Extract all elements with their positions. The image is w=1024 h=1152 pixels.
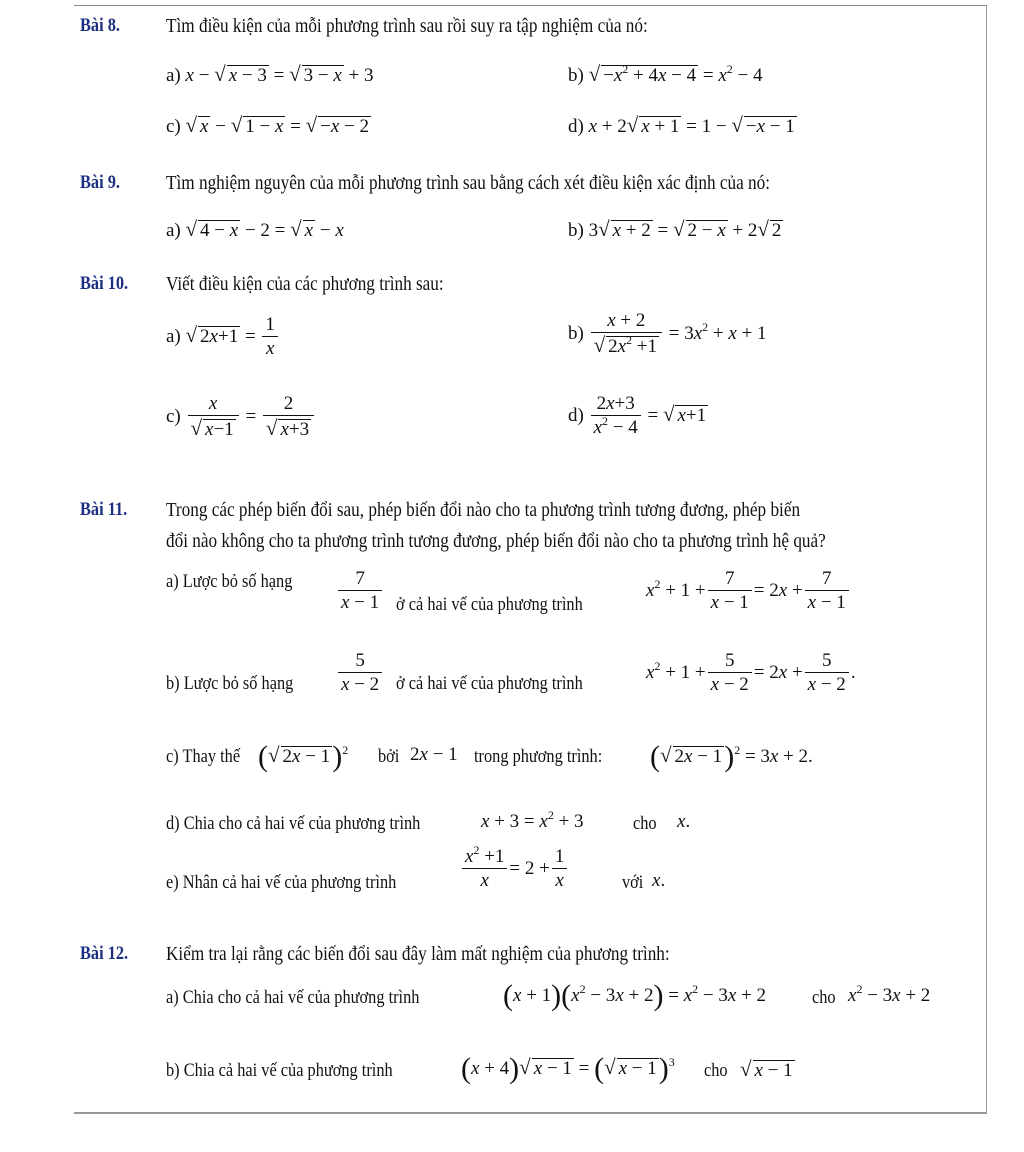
exercise-9-label: Bài 9. — [80, 172, 120, 193]
exercise-10-label: Bài 10. — [80, 273, 129, 294]
exercise-8d: d) x + 2√ x + 1 = 1 − √ −x − 1 — [568, 113, 795, 137]
exercise-11c-text: c) Thay thế — [166, 746, 241, 767]
exercise-11-title-line2: đổi nào không cho ta phương trình tương đương, phép biến đổi nào cho ta phương trình hệ quả? — [166, 530, 826, 552]
exercise-12-label: Bài 12. — [80, 943, 129, 964]
exercise-9b: b) 3√ x + 2 = √ 2 − x + 2√ 2 — [568, 217, 782, 241]
exercise-9a: a) √ 4 − x − 2 = √ x − x — [166, 217, 344, 241]
exercise-10b: b) $\frac{x + 2}{√ 2x^2 +1}$ = $3x^2 + x + 1$ — [568, 310, 767, 357]
exercise-12a-divisor: $x^2 - 3x + 2$ — [848, 982, 931, 1006]
exercise-10c: c) $\frac{x}{√ x-1}$ = $\frac{2}{√ x+3}$ — [166, 393, 316, 442]
exercise-12b-equation: (x + 4)√ x − 1 = (√ x − 1)$^3$ — [461, 1052, 675, 1085]
exercise-11e-end: với — [622, 872, 644, 893]
exercise-11e-var: x. — [652, 870, 666, 891]
exercise-11b-frac: $\frac{5}{x - 2}$ — [336, 650, 384, 697]
exercise-11c-equation: (√ 2x − 1)$^2$ = 3x + 2. — [650, 740, 813, 773]
exercise-11e-text: e) Nhân cả hai vế của phương trình — [166, 872, 397, 893]
exercise-11b-equation: $x^2 + 1$ + $\frac{5}{x - 2}$ = 2x + $\frac{5}{x - 2}$ . — [646, 650, 856, 695]
exercise-8a: a) x − √ x − 3 = √ 3 − x + 3 — [166, 62, 374, 86]
exercise-11c-expr: (√ 2x − 1)$^2$ — [258, 740, 349, 773]
exercise-11d-text: d) Chia cho cả hai vế của phương trình — [166, 813, 421, 834]
exercise-12a-equation: $(x + 1)(x^2 - 3x + 2) = x^2 - 3x + 2$ — [503, 979, 766, 1012]
exercise-11a-mid: ở cả hai vế của phương trình — [396, 594, 583, 615]
exercise-11a-frac: $\frac{7}{x - 1}$ — [336, 568, 384, 615]
exercise-10a: a) √ 2x+1 = $\frac{1}{x}$ — [166, 314, 280, 361]
exercise-11c-mid2: trong phương trình: — [474, 746, 603, 767]
exercise-12a-text: a) Chia cho cả hai vế của phương trình — [166, 987, 420, 1008]
exercise-9-title: Tìm nghiệm nguyên của mỗi phương trình sau bằng cách xét điều kiện xác định của nó: — [166, 172, 771, 194]
exercise-8c: c) √ x − √ 1 − x = √ −x − 2 — [166, 113, 370, 137]
exercise-8b: b) √ $-x^2 + 4x - 4 = x^2 - 4$ — [568, 62, 763, 86]
exercise-11e-equation: $\frac{x^2 +1}{x}$ = 2 + $\frac{1}{x}$ — [460, 846, 569, 893]
exercise-11d-end: cho — [633, 813, 657, 834]
exercise-10d: d) $\frac{2x+3}{x^2 - 4}$ = √ x+1 — [568, 393, 707, 438]
exercise-11b-mid: ở cả hai vế của phương trình — [396, 673, 583, 694]
exercise-12b-divisor: √ x − 1 — [740, 1057, 793, 1081]
exercise-12a-end: cho — [812, 987, 836, 1008]
exercise-11-label: Bài 11. — [80, 499, 128, 520]
exercise-11c-mid1: bởi — [378, 746, 400, 767]
exercise-11a-equation: $x^2 + 1$ + $\frac{7}{x - 1}$ = 2x + $\frac{7}{x - 1}$ — [646, 568, 851, 615]
exercise-11d-equation: $x + 3 = x^2 + 3$ — [481, 808, 584, 832]
exercise-10-title: Viết điều kiện của các phương trình sau: — [166, 273, 444, 295]
exercise-11b-text: b) Lược bỏ số hạng — [166, 673, 294, 694]
exercise-8-label: Bài 8. — [80, 15, 120, 36]
exercise-11d-var: x. — [677, 811, 691, 832]
exercise-11c-replacement: 2x − 1 — [410, 744, 458, 765]
exercise-11a: a) Lược bỏ số hạng — [166, 571, 293, 592]
exercise-12b-end: cho — [704, 1060, 728, 1081]
exercise-11-title-line1: Trong các phép biến đổi sau, phép biến đổi nào cho ta phương trình tương đương, phép biến — [166, 499, 801, 521]
exercise-8-title: Tìm điều kiện của mỗi phương trình sau rồi suy ra tập nghiệm của nó: — [166, 15, 648, 37]
exercise-12b-text: b) Chia cả hai vế của phương trình — [166, 1060, 393, 1081]
exercise-12-title: Kiểm tra lại rằng các biến đổi sau đây làm mất nghiệm của phương trình: — [166, 943, 670, 965]
